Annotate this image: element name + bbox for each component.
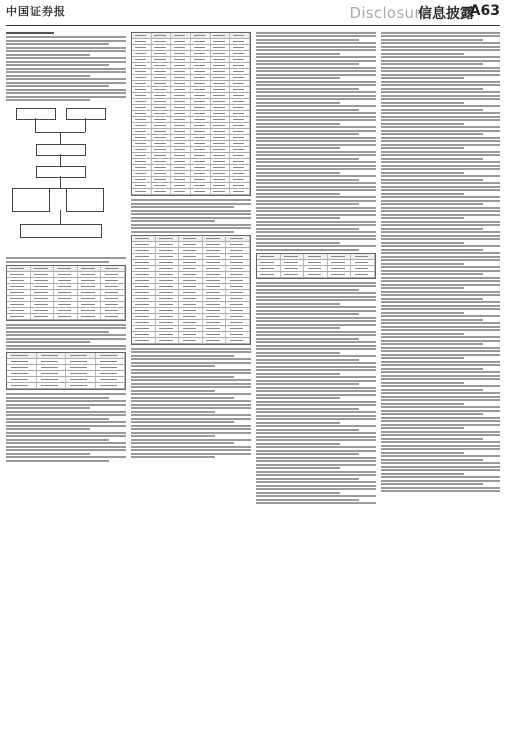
column-3	[256, 30, 376, 740]
masthead	[0, 0, 506, 24]
text-heading	[6, 32, 54, 34]
table-balance-sheet	[131, 235, 251, 345]
table-financial-summary	[131, 32, 251, 196]
column-4	[381, 30, 500, 740]
section-title: 信息披露	[418, 6, 474, 22]
newspaper-logo: 中国证券报	[6, 5, 66, 18]
column-1	[6, 30, 126, 740]
header-rule	[6, 25, 500, 26]
table-transaction-terms	[256, 253, 376, 279]
table-shareholders	[6, 265, 126, 321]
table-subsidiaries	[6, 352, 126, 390]
ownership-structure-diagram	[6, 104, 126, 254]
section-title-latin: Disclosure	[349, 4, 430, 22]
column-2	[131, 30, 251, 740]
page-number: A63	[469, 3, 500, 19]
